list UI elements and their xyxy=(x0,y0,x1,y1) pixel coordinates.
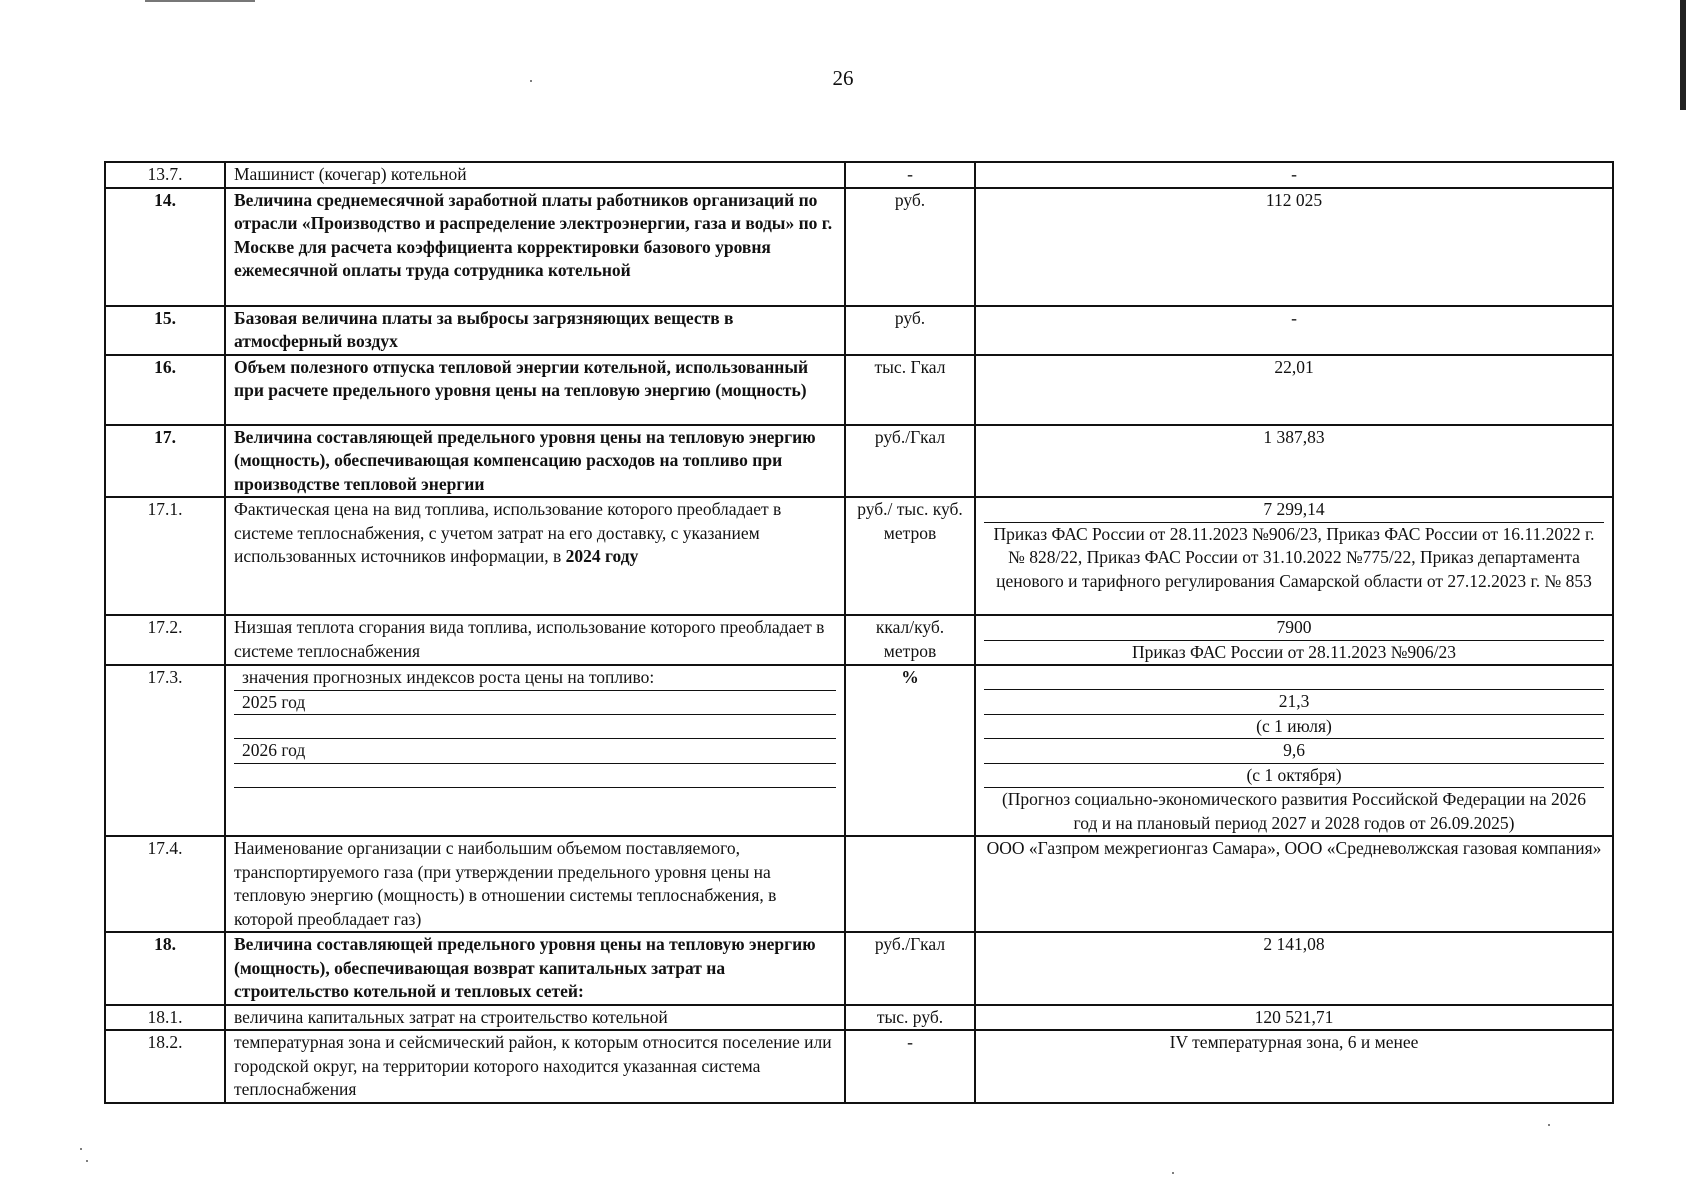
row-label: величина капитальных затрат на строительство котельной xyxy=(225,1005,845,1031)
row-number: 13.7. xyxy=(105,162,225,188)
index-label-line: значения прогнозных индексов роста цены на топливо: xyxy=(234,666,836,691)
scan-speck xyxy=(1548,1124,1550,1126)
row-label: Базовая величина платы за выбросы загрязняющих веществ в атмосферный воздух xyxy=(225,306,845,355)
row-label: Низшая теплота сгорания вида топлива, использование которого преобладает в системе теплоснабжения xyxy=(225,615,845,665)
row-unit: тыс. Гкал xyxy=(845,355,975,425)
row-label: Величина составляющей предельного уровня цены на тепловую энергию (мощность), обеспечивающая возврат капитальных затрат на строительство котельной и тепловых сетей: xyxy=(225,932,845,1005)
table-row xyxy=(105,162,1613,188)
row-number: 14. xyxy=(105,188,225,306)
row-number: 18.2. xyxy=(105,1030,225,1103)
row-label: Объем полезного отпуска тепловой энергии котельной, использованный при расчете предельного уровня цены на тепловую энергию (мощность) xyxy=(225,355,845,425)
row-unit: ккал/куб. метров xyxy=(845,615,975,665)
index-label-line xyxy=(234,764,836,788)
row-label: Величина среднемесячной заработной платы работников организаций по отрасли «Производство и распределение электроэнергии, газа и воды» по г. Москве для расчета коэффициента корректировки базового уровня ежемесячной оплаты труда сотрудника котельной xyxy=(225,188,845,306)
row-label xyxy=(225,497,845,615)
row-value-stack xyxy=(975,615,1613,665)
row-value: 112 025 xyxy=(975,188,1613,306)
index-value-line: 9,6 xyxy=(984,739,1604,764)
row-value-stack xyxy=(975,497,1613,615)
row-source: Приказ ФАС России от 28.11.2023 №906/23, Приказ ФАС России от 16.11.2022 г. № 828/22, Приказ ФАС России от 31.10.2022 №775/22, Приказ департамента ценового и тарифного регулирования Самарской области от 27.12.2023 г. № 853 xyxy=(993,523,1595,591)
index-source: (Прогноз социально-экономического развития Российской Федерации на 2026 год и на плановый период 2027 и 2028 годов от 26.09.2025) xyxy=(1001,789,1587,833)
row-unit: руб./ тыс. куб. метров xyxy=(845,497,975,615)
row-value: - xyxy=(975,162,1613,188)
row-label: Машинист (кочегар) котельной xyxy=(225,162,845,188)
row-number: 17. xyxy=(105,425,225,498)
index-value-line xyxy=(984,666,1604,690)
row-unit: руб./Гкал xyxy=(845,425,975,498)
index-value-line: (с 1 июля) xyxy=(984,715,1604,740)
scan-speck xyxy=(80,1148,82,1150)
index-label-line xyxy=(234,715,836,739)
row-unit: тыс. руб. xyxy=(845,1005,975,1031)
row-unit: % xyxy=(845,665,975,836)
table-row xyxy=(105,425,1613,498)
row-unit: руб. xyxy=(845,188,975,306)
row-unit xyxy=(845,836,975,932)
row-value: 120 521,71 xyxy=(975,1005,1613,1031)
row-value: - xyxy=(975,306,1613,355)
row-value: ООО «Газпром межрегионгаз Самара», ООО «Средневолжская газовая компания» xyxy=(975,836,1613,932)
row-label: Наименование организации с наибольшим объемом поставляемого, транспортируемого газа (при утверждении предельного уровня цены на тепловую энергию (мощность) в отношении системы теплоснабжения, в которой преобладает газ) xyxy=(225,836,845,932)
row-number: 17.2. xyxy=(105,615,225,665)
row-label-text: Фактическая цена на вид топлива, использование которого преобладает в системе теплоснабжения, с учетом затрат на его доставку, с указанием использованных источников информации, в xyxy=(234,499,782,566)
tariff-parameters-table xyxy=(104,161,1614,1104)
scan-speck xyxy=(86,1160,88,1162)
scan-artifact-top xyxy=(145,0,255,2)
row-label: Величина составляющей предельного уровня цены на тепловую энергию (мощность), обеспечивающая компенсацию расходов на топливо при производстве тепловой энергии xyxy=(225,425,845,498)
table-row xyxy=(105,306,1613,355)
scan-edge-shadow xyxy=(1680,0,1686,110)
index-value-line: (с 1 октября) xyxy=(984,764,1604,789)
row-unit: - xyxy=(845,1030,975,1103)
index-label-line xyxy=(234,788,836,835)
table-row xyxy=(105,1030,1613,1103)
row-label: температурная зона и сейсмический район, к которым относится поселение или городской округ, на территории которого находится указанная система теплоснабжения xyxy=(225,1030,845,1103)
table-row xyxy=(105,932,1613,1005)
index-value-line: 21,3 xyxy=(984,690,1604,715)
index-label-line: 2026 год xyxy=(234,739,836,764)
row-label-year: 2024 году xyxy=(565,546,639,566)
row-number: 18.1. xyxy=(105,1005,225,1031)
table-row xyxy=(105,355,1613,425)
row-number: 17.3. xyxy=(105,665,225,836)
row-number: 15. xyxy=(105,306,225,355)
row-value: 2 141,08 xyxy=(975,932,1613,1005)
row-source: Приказ ФАС России от 28.11.2023 №906/23 xyxy=(1131,641,1457,662)
page-number: 26 xyxy=(832,66,854,90)
row-unit: - xyxy=(845,162,975,188)
index-label-line: 2025 год xyxy=(234,691,836,716)
row-value: 22,01 xyxy=(975,355,1613,425)
row-value: IV температурная зона, 6 и менее xyxy=(975,1030,1613,1103)
scan-speck xyxy=(530,80,532,82)
row-value: 7900 xyxy=(984,616,1604,641)
table-row xyxy=(105,497,1613,615)
table-row xyxy=(105,188,1613,306)
row-value: 7 299,14 xyxy=(984,498,1604,523)
table-row xyxy=(105,615,1613,665)
row-unit: руб. xyxy=(845,306,975,355)
row-number: 17.1. xyxy=(105,497,225,615)
row-number: 18. xyxy=(105,932,225,1005)
scan-speck xyxy=(1172,1172,1174,1174)
row-label-stack xyxy=(225,665,845,836)
row-unit: руб./Гкал xyxy=(845,932,975,1005)
table-row xyxy=(105,1005,1613,1031)
row-value: 1 387,83 xyxy=(975,425,1613,498)
row-number: 16. xyxy=(105,355,225,425)
row-value-stack xyxy=(975,665,1613,836)
row-number: 17.4. xyxy=(105,836,225,932)
table-row xyxy=(105,836,1613,932)
table-row xyxy=(105,665,1613,836)
